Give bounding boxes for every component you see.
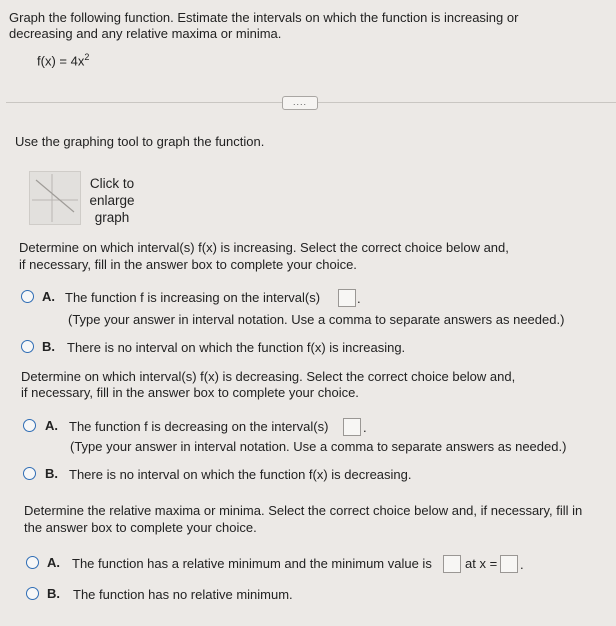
decreasing-option-a-text: The function f is decreasing on the interval(s) (69, 419, 329, 434)
extrema-option-b-radio[interactable] (26, 587, 39, 600)
function-expression (37, 52, 89, 68)
graph-thumbnail[interactable] (29, 171, 81, 225)
extrema-option-a-radio[interactable] (26, 556, 39, 569)
decreasing-option-a-hint: (Type your answer in interval notation. Use a comma to separate answers as needed.) (70, 439, 567, 454)
graph-instruction: Use the graphing tool to graph the function. (15, 134, 265, 149)
extrema-option-a-text: The function has a relative minimum and the minimum value is (72, 556, 432, 571)
extrema-option-b-letter: B. (47, 586, 60, 601)
graph-thumbnail-icon (30, 172, 80, 224)
increasing-input-period: . (357, 291, 361, 306)
extrema-at-x-label: at x = (465, 556, 498, 571)
decreasing-option-a-letter: A. (45, 418, 58, 433)
increasing-interval-input[interactable] (338, 289, 356, 307)
increasing-option-b-text: There is no interval on which the function f(x) is increasing. (67, 340, 406, 355)
minimum-x-input[interactable] (500, 555, 518, 573)
decreasing-option-b-letter: B. (45, 466, 58, 481)
extrema-option-a-letter: A. (47, 555, 60, 570)
increasing-prompt-line1: Determine on which interval(s) f(x) is increasing. Select the correct choice below and, (19, 240, 509, 255)
enlarge-line3: graph (94, 210, 130, 225)
enlarge-line2: enlarge (89, 193, 135, 208)
increasing-option-a-radio[interactable] (21, 290, 34, 303)
function-label: f(x) = 4x (37, 53, 85, 69)
increasing-option-a-hint: (Type your answer in interval notation. Use a comma to separate answers as needed.) (68, 312, 565, 327)
increasing-prompt-line2: if necessary, fill in the answer box to complete your choice. (19, 257, 357, 272)
decreasing-interval-input[interactable] (343, 418, 361, 436)
enlarge-line1: Click to (89, 176, 135, 191)
decreasing-option-b-radio[interactable] (23, 467, 36, 480)
extrema-prompt-line1: Determine the relative maxima or minima. Select the correct choice below and, if necessary, fill in (24, 503, 583, 518)
click-to-enlarge-link[interactable] (82, 175, 142, 226)
decreasing-input-period: . (363, 420, 367, 435)
function-exponent: 2 (84, 52, 90, 62)
extrema-option-b-text: The function has no relative minimum. (73, 587, 293, 602)
decreasing-option-b-text: There is no interval on which the function f(x) is decreasing. (69, 467, 412, 482)
minimum-value-input[interactable] (443, 555, 461, 573)
increasing-option-b-letter: B. (42, 339, 55, 354)
decreasing-prompt-line1: Determine on which interval(s) f(x) is decreasing. Select the correct choice below and, (21, 369, 516, 384)
extrema-prompt-line2: the answer box to complete your choice. (24, 520, 257, 535)
question-text-line2: decreasing and any relative maxima or minima. (9, 26, 282, 41)
extrema-input-period: . (520, 557, 524, 572)
increasing-option-b-radio[interactable] (21, 340, 34, 353)
decreasing-prompt-line2: if necessary, fill in the answer box to complete your choice. (21, 385, 359, 400)
question-text-line1: Graph the following function. Estimate the intervals on which the function is increasing or (9, 10, 519, 25)
decreasing-option-a-radio[interactable] (23, 419, 36, 432)
increasing-option-a-text: The function f is increasing on the interval(s) (65, 290, 321, 305)
increasing-option-a-letter: A. (42, 289, 55, 304)
more-button[interactable]: .... (282, 96, 318, 110)
